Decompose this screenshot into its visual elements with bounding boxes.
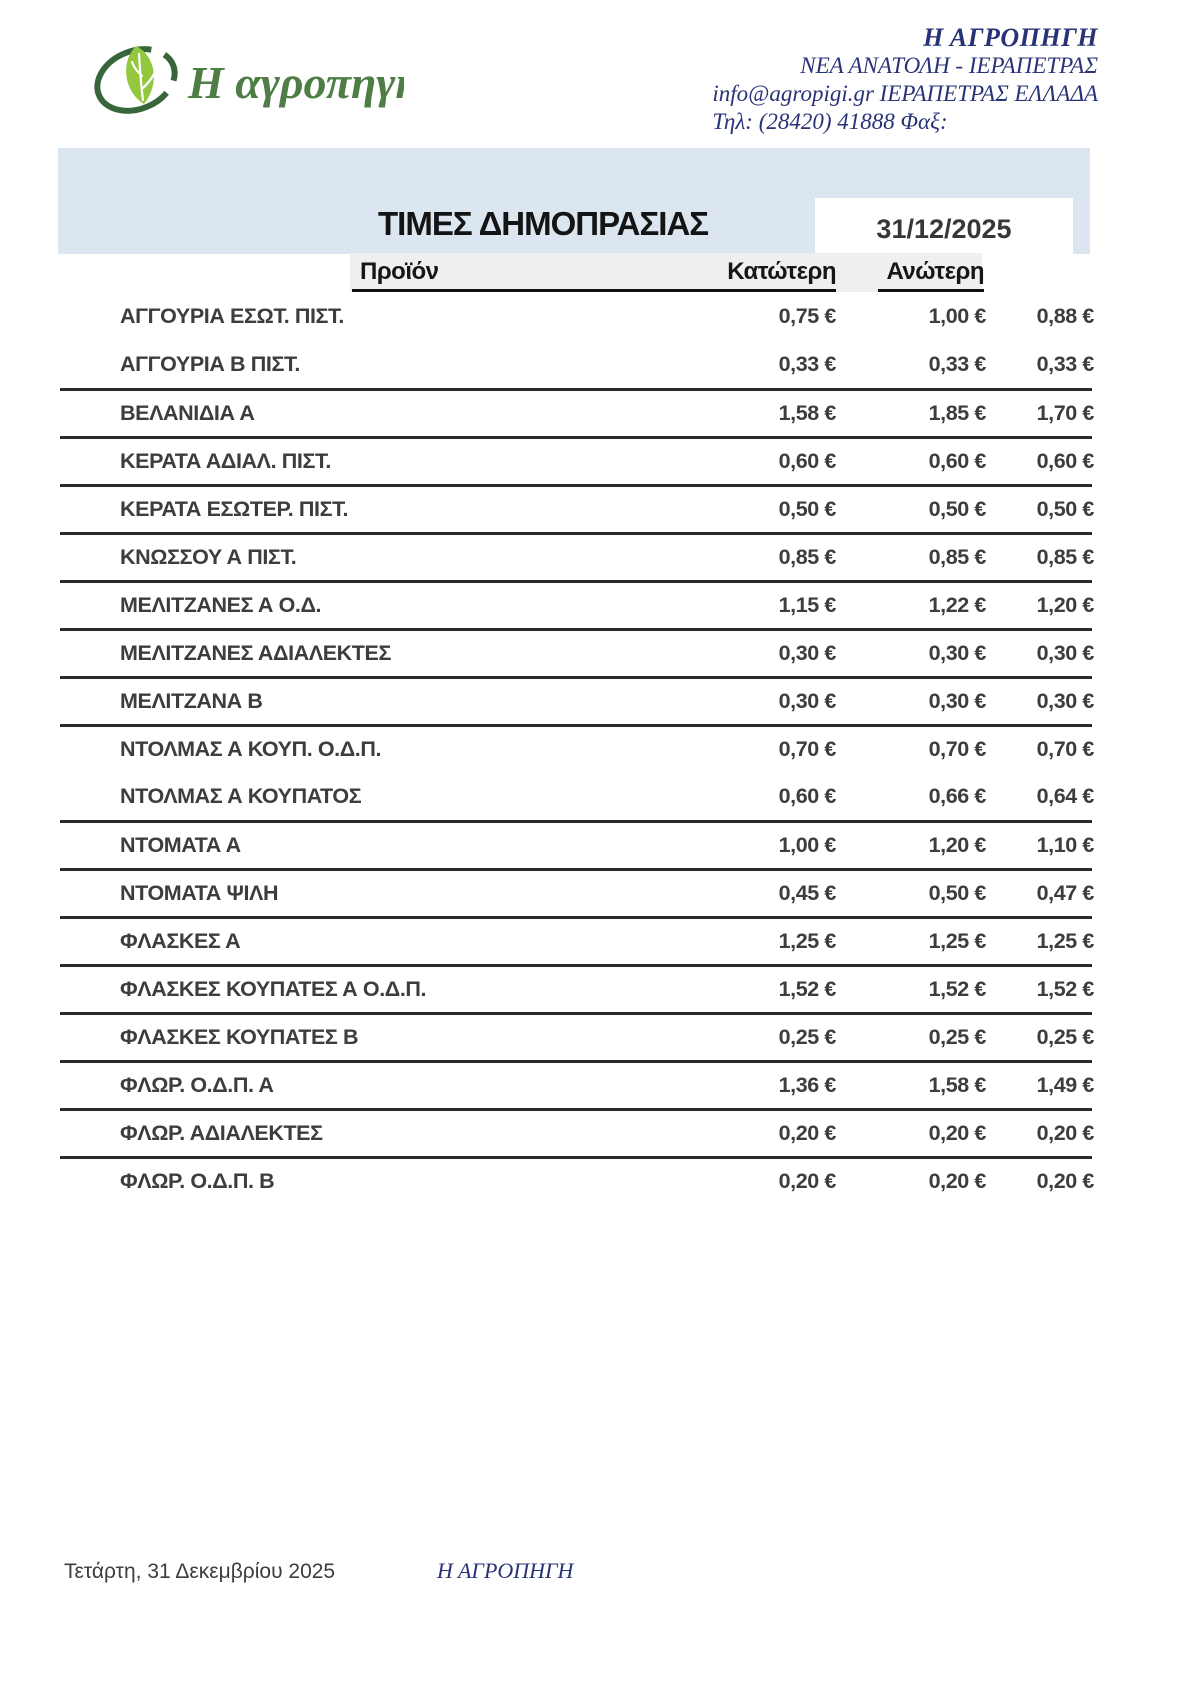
- price-avg: 1,49 €: [1036, 1073, 1094, 1097]
- product-name: ΦΛΩΡ. Ο.Δ.Π. Α: [120, 1073, 274, 1097]
- product-name: ΜΕΛΙΤΖΑΝΑ Β: [120, 689, 263, 713]
- price-high: 0,20 €: [928, 1121, 986, 1145]
- price-low: 0,30 €: [778, 641, 836, 665]
- price-low: 1,58 €: [778, 401, 836, 425]
- price-low: 1,52 €: [778, 977, 836, 1001]
- price-low: 0,75 €: [778, 303, 836, 328]
- price-low: 0,25 €: [778, 1025, 836, 1049]
- table-row: [60, 340, 1092, 388]
- table-row: [60, 676, 1092, 724]
- product-name: ΦΛΑΣΚΕΣ Α: [120, 929, 241, 953]
- table-row: [60, 724, 1092, 772]
- price-avg: 0,70 €: [1036, 737, 1094, 761]
- product-name: ΝΤΟΛΜΑΣ Α ΚΟΥΠΑΤΟΣ: [120, 783, 362, 808]
- company-address: ΝΕΑ ΑΝΑΤΟΛΗ - ΙΕΡΑΠΕΤΡΑΣ: [800, 53, 1098, 78]
- auction-date-box: [815, 198, 1073, 260]
- price-avg: 0,30 €: [1036, 689, 1094, 713]
- company-name: Η ΑΓΡΟΠΗΓΗ: [923, 23, 1098, 52]
- logo-script-text: Η αγροπηγή: [188, 57, 404, 108]
- price-low: 0,85 €: [778, 545, 836, 569]
- agropigi-logo: [84, 28, 404, 132]
- table-row: [60, 388, 1092, 436]
- price-table: [60, 292, 1092, 1204]
- product-name: ΚΕΡΑΤΑ ΑΔΙΑΛ. ΠΙΣΤ.: [120, 449, 331, 473]
- product-name: ΝΤΟΜΑΤΑ Α: [120, 833, 241, 857]
- price-high: 0,70 €: [928, 737, 986, 761]
- footer-print-date: Τετάρτη, 31 Δεκεμβρίου 2025: [64, 1560, 336, 1583]
- product-name: ΑΓΓΟΥΡΙΑ ΕΣΩΤ. ΠΙΣΤ.: [120, 303, 344, 328]
- price-avg: 1,10 €: [1036, 833, 1094, 857]
- price-high: 1,00 €: [928, 303, 986, 328]
- price-avg: 0,88 €: [1036, 303, 1094, 328]
- auction-date: 31/12/2025: [876, 213, 1012, 244]
- company-phone: Τηλ: (28420) 41888 Φαξ:: [712, 109, 948, 134]
- company-header: [712, 24, 1098, 136]
- footer-company-name: Η ΑΓΡΟΠΗΓΗ: [437, 1558, 574, 1583]
- price-low: 0,70 €: [778, 737, 836, 761]
- price-avg: 0,64 €: [1036, 783, 1094, 808]
- table-row: [60, 916, 1092, 964]
- price-low: 0,30 €: [778, 689, 836, 713]
- price-high: 1,22 €: [928, 593, 986, 617]
- price-high: 1,25 €: [928, 929, 986, 953]
- price-high: 0,30 €: [928, 641, 986, 665]
- column-header-product: Προϊόν: [360, 258, 439, 285]
- price-high: 0,30 €: [928, 689, 986, 713]
- price-low: 0,33 €: [778, 351, 836, 376]
- table-row: [60, 820, 1092, 868]
- price-high: 0,50 €: [928, 497, 986, 521]
- table-row: [60, 1060, 1092, 1108]
- price-low: 0,45 €: [778, 881, 836, 905]
- table-row: [60, 1108, 1092, 1156]
- price-avg: 1,52 €: [1036, 977, 1094, 1001]
- price-high: 0,33 €: [928, 351, 986, 376]
- table-row: [60, 484, 1092, 532]
- price-low: 1,15 €: [778, 593, 836, 617]
- price-low: 0,20 €: [778, 1169, 836, 1193]
- price-avg: 0,20 €: [1036, 1121, 1094, 1145]
- product-name: ΦΛΩΡ. ΑΔΙΑΛΕΚΤΕΣ: [120, 1121, 323, 1145]
- product-name: ΦΛΑΣΚΕΣ ΚΟΥΠΑΤΕΣ Α Ο.Δ.Π.: [120, 977, 427, 1001]
- product-name: ΚΝΩΣΣΟΥ Α ΠΙΣΤ.: [120, 545, 297, 569]
- price-high: 0,60 €: [928, 449, 986, 473]
- price-high: 0,85 €: [928, 545, 986, 569]
- table-row: [60, 532, 1092, 580]
- table-row: [60, 868, 1092, 916]
- table-row: [60, 772, 1092, 820]
- price-low: 1,36 €: [778, 1073, 836, 1097]
- price-low: 1,25 €: [778, 929, 836, 953]
- price-high: 1,52 €: [928, 977, 986, 1001]
- price-high: 1,58 €: [928, 1073, 986, 1097]
- product-name: ΦΛΑΣΚΕΣ ΚΟΥΠΑΤΕΣ Β: [120, 1025, 359, 1049]
- table-row: [60, 964, 1092, 1012]
- price-avg: 0,30 €: [1036, 641, 1094, 665]
- price-high: 0,50 €: [928, 881, 986, 905]
- product-name: ΑΓΓΟΥΡΙΑ Β ΠΙΣΤ.: [120, 351, 300, 376]
- price-avg: 0,20 €: [1036, 1169, 1094, 1193]
- product-name: ΝΤΟΛΜΑΣ Α ΚΟΥΠ. Ο.Δ.Π.: [120, 737, 382, 761]
- product-name: ΦΛΩΡ. Ο.Δ.Π. Β: [120, 1169, 275, 1193]
- price-avg: 0,85 €: [1036, 545, 1094, 569]
- table-row: [60, 628, 1092, 676]
- price-avg: 0,33 €: [1036, 351, 1094, 376]
- price-high: 0,66 €: [928, 783, 986, 808]
- table-row: [60, 436, 1092, 484]
- product-name: ΚΕΡΑΤΑ ΕΣΩΤΕΡ. ΠΙΣΤ.: [120, 497, 349, 521]
- product-name: ΜΕΛΙΤΖΑΝΕΣ ΑΔΙΑΛΕΚΤΕΣ: [120, 641, 391, 665]
- product-name: ΜΕΛΙΤΖΑΝΕΣ Α Ο.Δ.: [120, 593, 322, 617]
- column-header-high: Ανώτερη: [886, 258, 984, 285]
- price-low: 1,00 €: [778, 833, 836, 857]
- page-title: ΤΙΜΕΣ ΔΗΜΟΠΡΑΣΙΑΣ: [378, 205, 709, 242]
- price-avg: 1,25 €: [1036, 929, 1094, 953]
- price-high: 0,25 €: [928, 1025, 986, 1049]
- price-low: 0,60 €: [778, 449, 836, 473]
- price-low: 0,20 €: [778, 1121, 836, 1145]
- price-low: 0,60 €: [778, 783, 836, 808]
- product-name: ΒΕΛΑΝΙΔΙΑ Α: [120, 401, 255, 425]
- price-avg: 1,70 €: [1036, 401, 1094, 425]
- table-row: [60, 1012, 1092, 1060]
- price-high: 0,20 €: [928, 1169, 986, 1193]
- price-avg: 0,25 €: [1036, 1025, 1094, 1049]
- price-high: 1,20 €: [928, 833, 986, 857]
- column-header-low: Κατώτερη: [727, 258, 836, 285]
- table-row: [60, 580, 1092, 628]
- price-avg: 1,20 €: [1036, 593, 1094, 617]
- price-low: 0,50 €: [778, 497, 836, 521]
- company-contact: info@agropigi.gr ΙΕΡΑΠΕΤΡΑΣ ΕΛΛΑΔΑ: [712, 81, 1098, 106]
- price-avg: 0,50 €: [1036, 497, 1094, 521]
- table-row: [60, 1156, 1092, 1204]
- price-avg: 0,60 €: [1036, 449, 1094, 473]
- table-row: [60, 292, 1092, 340]
- price-avg: 0,47 €: [1036, 881, 1094, 905]
- product-name: ΝΤΟΜΑΤΑ ΨΙΛΗ: [120, 881, 279, 905]
- price-high: 1,85 €: [928, 401, 986, 425]
- leaf-logo-icon: [84, 28, 404, 132]
